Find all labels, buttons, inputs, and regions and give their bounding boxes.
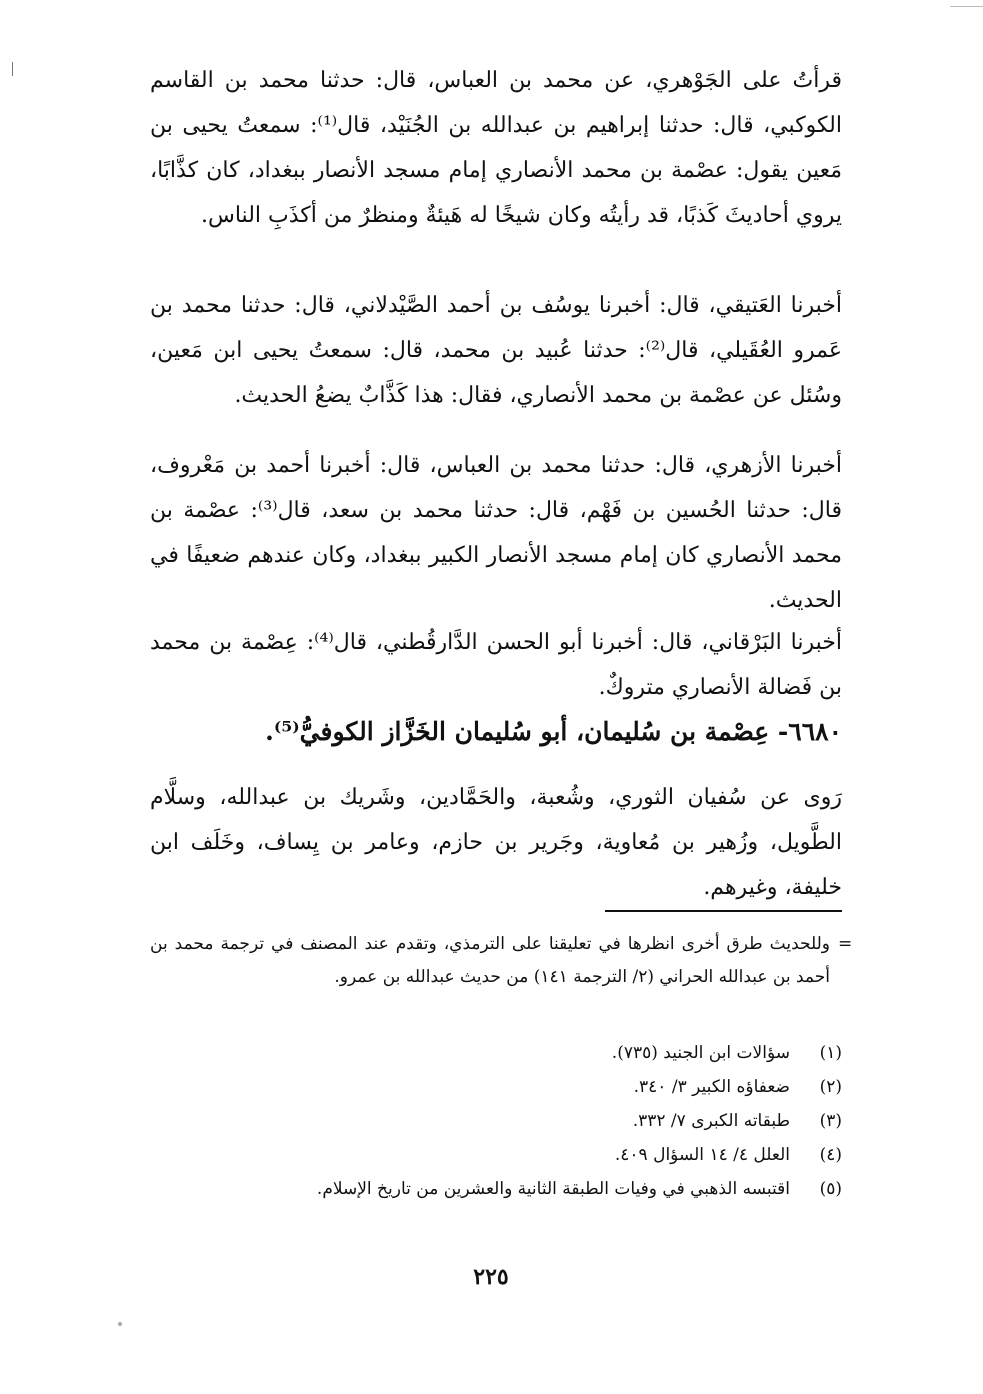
footnote-item [150, 1138, 842, 1172]
footnote-item [150, 1104, 842, 1138]
footnote-text: سؤالات ابن الجنيد (٧٣٥). [611, 1043, 790, 1063]
footnote-item [150, 1070, 842, 1104]
footnote-continuation-marker: = [838, 934, 853, 954]
footnote-list [150, 1036, 842, 1206]
footnote-continuation: وللحديث طرق أخرى انظرها في تعليقنا على الترمذي، وتقدم عند المصنف في ترجمة محمد بن أحمد بن عبدالله الحراني (٢/ الترجمة ١٤١) من حديث عبدالله بن عمرو. [150, 934, 830, 987]
footnote-number: (١) [819, 1043, 842, 1063]
page-number: ٢٢٥ [473, 1264, 509, 1290]
footnote-item [150, 1036, 842, 1070]
scan-mark-top-right [950, 6, 983, 7]
footnote-text: ضعفاؤه الكبير ٣/ ٣٤٠. [633, 1077, 790, 1097]
footnote-separator [605, 910, 842, 912]
footnote-text: طبقاته الكبرى ٧/ ٣٣٢. [632, 1111, 790, 1131]
paragraph-1: قرأتُ على الجَوْهري، عن محمد بن العباس، قال: حدثنا محمد بن القاسم الكوكبي، قال: حدثنا إبراهيم بن عبدالله بن الجُنَيْد، قال⁽¹⁾: سمعتُ يحيى بن مَعين يقول: عصْمة بن محمد الأنصاري إمام مسجد الأنصار ببغداد، كان كذَّابًا، يروي أحاديثَ كَذبًا، قد رأيتُه وكان شيخًا له هَيئةٌ ومنظرٌ من أكذَبِ الناس. [150, 68, 842, 228]
footnote-item [150, 1172, 842, 1206]
entry-paragraph: رَوى عن سُفيان الثوري، وشُعبة، والحَمَّادين، وشَريك بن عبدالله، وسلَّام الطَّويل، وزُهير بن مُعاوية، وجَرير بن حازم، وعامر بن يِساف، وخَلَف ابن خليفة، وغيرهم. [150, 785, 842, 900]
scan-mark-bottom-left [118, 1322, 122, 1326]
footnote-number: (٤) [819, 1145, 842, 1165]
footnote-number: (٥) [819, 1179, 842, 1199]
footnote-text: العلل ٤/ ١٤ السؤال ٤٠٩. [614, 1145, 790, 1165]
paragraph-2: أخبرنا العَتيقي، قال: أخبرنا يوسُف بن أحمد الصَّيْدلاني، قال: حدثنا محمد بن عَمرو العُقَيلي، قال⁽²⁾: حدثنا عُبيد بن محمد، قال: سمعتُ يحيى ابن مَعين، وسُئل عن عصْمة بن محمد الأنصاري، فقال: هذا كَذَّابٌ يضعُ الحديث. [150, 293, 842, 408]
footnote-number: (٢) [819, 1077, 842, 1097]
paragraph-3: أخبرنا الأزهري، قال: حدثنا محمد بن العباس، قال: أخبرنا أحمد بن مَعْروف، قال: حدثنا الحُسين بن فَهْم، قال: حدثنا محمد بن سعد، قال⁽³⁾: عصْمة بن محمد الأنصاري كان إمام مسجد الأنصار الكبير ببغداد، وكان عندهم ضعيفًا في الحديث. [150, 453, 842, 613]
footnote-number: (٣) [819, 1111, 842, 1131]
footnote-text: اقتبسه الذهبي في وفيات الطبقة الثانية والعشرين من تاريخ الإسلام. [316, 1179, 790, 1199]
entry-heading: ٦٦٨٠- عِصْمة بن سُليمان، أبو سُليمان الخَزَّاز الكوفيُّ⁽⁵⁾. [265, 717, 842, 746]
paragraph-4: أخبرنا البَرْقاني، قال: أخبرنا أبو الحسن الدَّارقُطني، قال⁽⁴⁾: عِصْمة بن محمد بن فَضالة الأنصاري متروكٌ. [150, 630, 842, 700]
scan-mark-left [12, 62, 13, 76]
